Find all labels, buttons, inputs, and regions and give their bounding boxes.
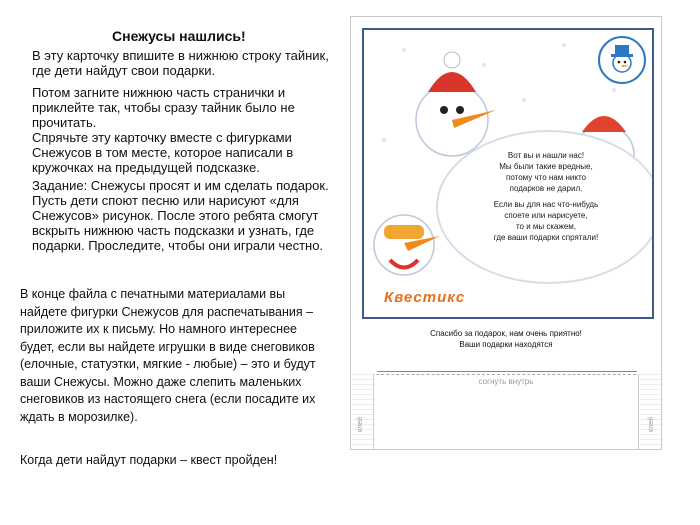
glue-flap-right	[638, 374, 661, 449]
thanks-text: Спасибо за подарок, нам очень приятно! Ваши подарки находятся	[430, 329, 582, 349]
instruction-paragraph-4: Задание: Снежусы просят и им сделать подарок. Пусть дети споют песню или нарисуют «для Снежусов» рисунок. После этого ребята смогут вскрыть нижнюю часть подсказки и узнать, где подарки. Проследите, чтобы они играли честно.	[32, 178, 329, 253]
fold-label: согнуть внутрь	[478, 377, 534, 386]
glue-flap-left	[351, 374, 374, 449]
card-illustration-frame	[362, 28, 654, 319]
page-title: Снежусы нашлись!	[112, 28, 246, 44]
snowman-badge-icon	[598, 36, 646, 84]
instruction-paragraph-2: Потом загните нижнюю часть странички и приклейте так, чтобы сразу тайник было не прочитать.	[32, 85, 295, 130]
instruction-paragraph-1: В эту карточку впишите в нижнюю строку тайник, где дети найдут свои подарки.	[32, 48, 329, 78]
printable-card	[350, 16, 662, 450]
glue-label-left: клей	[357, 416, 365, 433]
speech-bubble-text: Вот вы и нашли нас! Мы были такие вредные, потому что нам никто подарков не дарил. Если вы для нас что-нибудь споете или нарисуете, то и мы скажем, где ваши подарки спрятали!	[493, 151, 599, 242]
glue-label-right: клей	[647, 416, 655, 433]
instruction-paragraph-3: Спрячьте эту карточку вместе с фигурками Снежусов в том месте, которое написали в кружочках на предыдущей подсказке.	[32, 130, 294, 175]
answer-line	[377, 371, 637, 372]
fold-line	[351, 374, 661, 375]
note-paragraph: В конце файла с печатными материалами вы найдете фигурки Снежусов для распечатывания – приложите их к письму. Но намного интереснее будет, если вы найдете игрушки в виде снеговиков (елочные, статуэтки, мягкие - любые) – это и будут ваши Снежусы. Можно даже слепить маленьких снеговиков из настоящего снега (если посадите их ждать в морозилке).	[20, 287, 316, 424]
final-note: Когда дети найдут подарки – квест пройден!	[20, 453, 278, 467]
brand-logo: Квестикс	[384, 289, 466, 306]
